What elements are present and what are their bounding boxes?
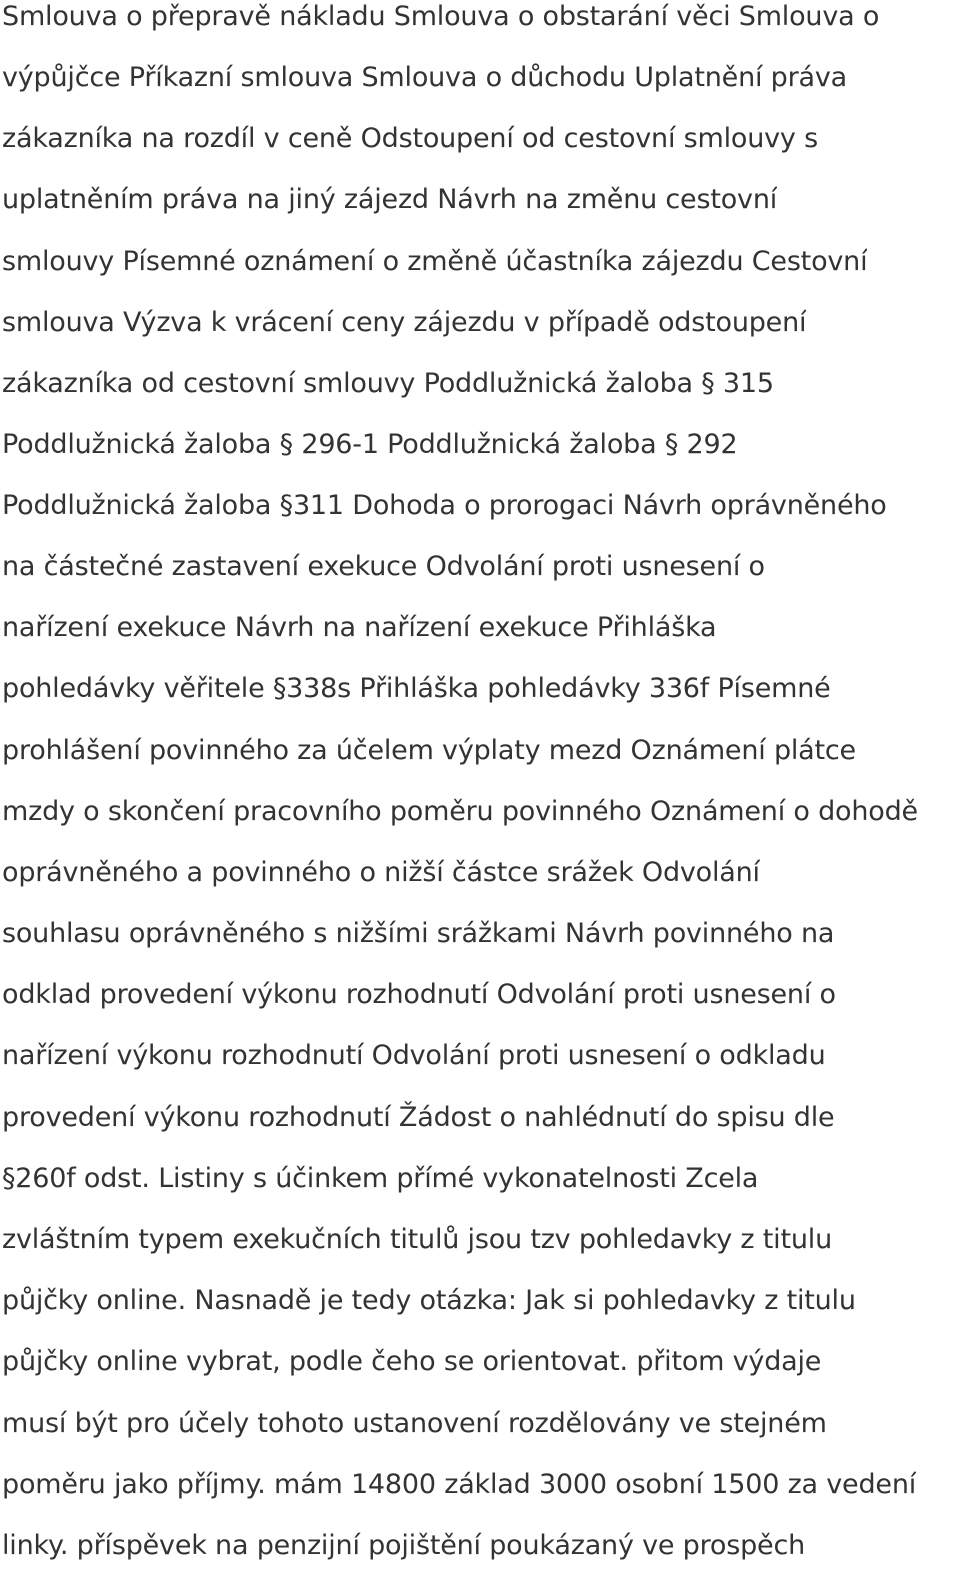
text-line: odklad provedení výkonu rozhodnutí Odvolání proti usnesení o	[2, 979, 836, 1010]
text-line: půjčky online. Nasnadě je tedy otázka: Jak si pohledavky z titulu	[2, 1285, 856, 1316]
text-line: Poddlužnická žaloba § 296-1 Poddlužnická žaloba § 292	[2, 429, 738, 460]
text-line: na částečné zastavení exekuce Odvolání proti usnesení o	[2, 551, 765, 582]
text-line: smlouva Výzva k vrácení ceny zájezdu v případě odstoupení	[2, 307, 807, 338]
text-line: půjčky online vybrat, podle čeho se orientovat. přitom výdaje	[2, 1346, 822, 1377]
text-line: linky. příspěvek na penzijní pojištění poukázaný ve prospěch	[2, 1530, 806, 1561]
text-line: nařízení exekuce Návrh na nařízení exekuce Přihláška	[2, 612, 717, 643]
text-line: zvláštním typem exekučních titulů jsou tzv pohledavky z titulu	[2, 1224, 832, 1255]
text-line: provedení výkonu rozhodnutí Žádost o nahlédnutí do spisu dle	[2, 1102, 835, 1133]
text-line: pohledávky věřitele §338s Přihláška pohledávky 336f Písemné	[2, 673, 831, 704]
text-line: poměru jako příjmy. mám 14800 základ 3000 osobní 1500 za vedení	[2, 1469, 917, 1500]
text-line: souhlasu oprávněného s nižšími srážkami Návrh povinného na	[2, 918, 835, 949]
text-line: výpůjčce Příkazní smlouva Smlouva o důchodu Uplatnění práva	[2, 62, 847, 93]
text-line: §260f odst. Listiny s účinkem přímé vykonatelnosti Zcela	[2, 1163, 759, 1194]
text-line: zákazníka od cestovní smlouvy Poddlužnická žaloba § 315	[2, 368, 774, 399]
text-line: musí být pro účely tohoto ustanovení rozdělovány ve stejném	[2, 1408, 827, 1439]
text-line: mzdy o skončení pracovního poměru povinného Oznámení o dohodě	[2, 796, 918, 827]
text-line: smlouvy Písemné oznámení o změně účastníka zájezdu Cestovní	[2, 246, 868, 277]
text-line: nařízení výkonu rozhodnutí Odvolání proti usnesení o odkladu	[2, 1040, 826, 1071]
text-line: oprávněného a povinného o nižší částce srážek Odvolání	[2, 857, 760, 888]
text-line: uplatněním práva na jiný zájezd Návrh na změnu cestovní	[2, 184, 778, 215]
text-line: prohlášení povinného za účelem výplaty mezd Oznámení plátce	[2, 735, 856, 766]
text-line: Poddlužnická žaloba §311 Dohoda o prorogaci Návrh oprávněného	[2, 490, 887, 521]
text-line: Smlouva o přepravě nákladu Smlouva o obstarání věci Smlouva o	[2, 1, 880, 32]
text-line: zákazníka na rozdíl v ceně Odstoupení od cestovní smlouvy s	[2, 123, 818, 154]
